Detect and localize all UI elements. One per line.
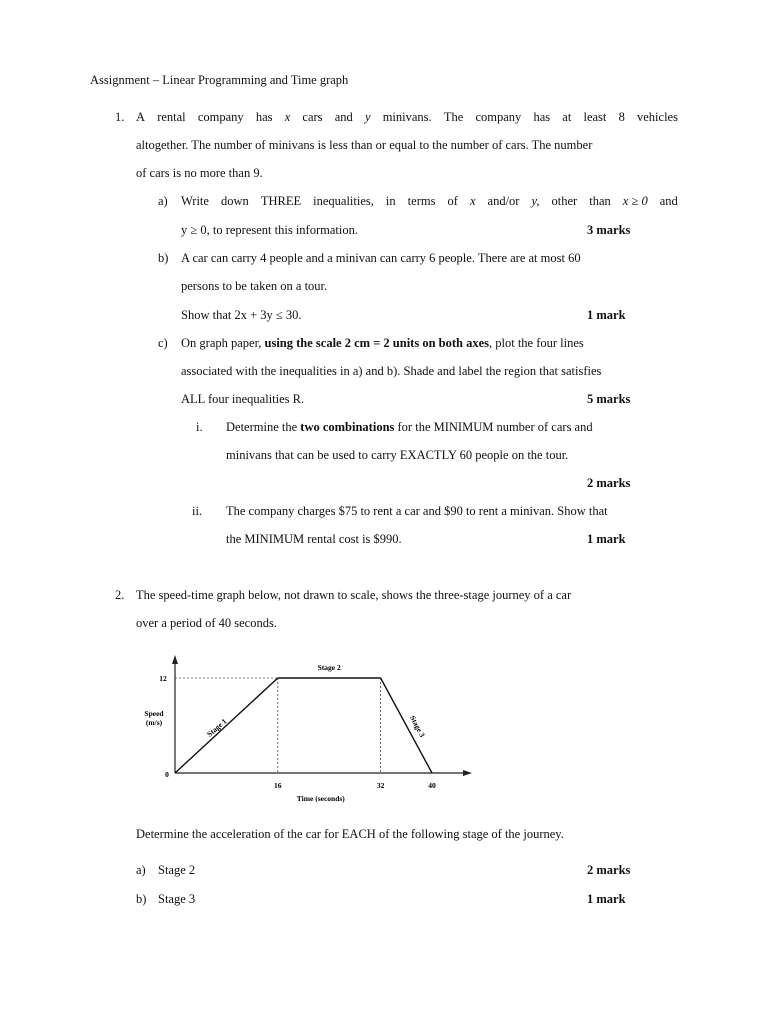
q1-line-1-word: 8: [618, 110, 625, 124]
q1-line-1-word: minivans.: [382, 110, 432, 124]
q1b-line-2: persons to be taken on a tour.: [181, 279, 328, 293]
q1c-line-3: ALL four inequalities R.: [181, 392, 305, 406]
x-tick-label: 32: [376, 781, 385, 790]
q2-line-1: The speed-time graph below, not drawn to scale, shows the three-stage journey of a car: [136, 588, 572, 602]
y-tick-label: 12: [159, 674, 167, 683]
q1-number: 1.: [115, 110, 125, 124]
data-segment: [381, 678, 432, 773]
q1a-line-1-word: x: [469, 194, 476, 208]
stage-label: Stage 2: [317, 663, 341, 672]
q1-line-1-word: has: [533, 110, 551, 124]
q1a-line-1-word: inequalities,: [313, 194, 374, 208]
data-segment: [175, 678, 278, 773]
q1-line-2: altogether. The number of minivans is less than or equal to the number of cars. The number: [136, 138, 593, 152]
q1-line-1-word: company: [197, 110, 244, 124]
q1a-line-1-word: Write: [181, 194, 209, 208]
q2-number: 2.: [115, 588, 125, 602]
q1-line-3: of cars is no more than 9.: [136, 166, 263, 180]
q1ci-marks: 2 marks: [587, 476, 631, 490]
q1cii-line-1: The company charges $75 to rent a car and $90 to rent a minivan. Show that: [226, 504, 608, 518]
q1a-label: a): [158, 194, 168, 208]
q1a-line-1-word: terms: [407, 194, 436, 208]
q2b-label: b): [136, 892, 147, 906]
y-axis-unit: (m/s): [145, 718, 163, 727]
q1-line-1-word: company: [475, 110, 522, 124]
q1-line-1-word: vehicles: [637, 110, 678, 124]
q1b-label: b): [158, 251, 169, 265]
q1a-line-1-word: y,: [531, 194, 540, 208]
x-tick-label: 40: [428, 781, 436, 790]
q1ci-line-1-pre: Determine the: [226, 420, 298, 434]
q2-line-2: over a period of 40 seconds.: [136, 616, 277, 630]
q1a-line-1-word: other: [551, 194, 578, 208]
q1c-label: c): [158, 336, 168, 350]
q1-line-1-word: cars: [302, 110, 323, 124]
q1a-line-1-word: than: [589, 194, 611, 208]
stage-label: Stage 3: [408, 714, 427, 739]
q1ci-label: i.: [196, 420, 203, 434]
q1ci-line-1-bold: two combinations: [300, 420, 395, 434]
q1a-line-1-word: and: [659, 194, 678, 208]
q1-line-1-word: rental: [157, 110, 186, 124]
q1a-line-2-text: y ≥ 0, to represent this information.: [181, 223, 358, 237]
q1a-line-1-word: down: [221, 194, 249, 208]
q1-line-1-word: A: [136, 110, 146, 124]
q1-line-1-word: and: [334, 110, 353, 124]
q2-question: Determine the acceleration of the car for EACH of the following stage of the journey.: [136, 827, 564, 841]
q1a-line-1-word: x ≥ 0: [622, 194, 648, 208]
y-axis-label: Speed: [144, 709, 164, 718]
q1cii-line-2: the MINIMUM rental cost is $990.: [226, 532, 402, 546]
q1c-line-1-post: , plot the four lines: [489, 336, 584, 350]
q1ci-line-1-post: for the MINIMUM number of cars and: [397, 420, 593, 434]
q2a-label: a): [136, 863, 146, 877]
q2a-text: Stage 2: [158, 863, 196, 877]
q1a-line-1-word: THREE: [260, 194, 302, 208]
q1c-line-2: associated with the inequalities in a) and b). Shade and label the region that satisfies: [181, 364, 602, 378]
y-axis-arrow: [172, 655, 178, 664]
q2a-marks: 2 marks: [587, 863, 631, 877]
q1-line-1-word: y: [364, 110, 371, 124]
x-axis-arrow: [463, 770, 472, 776]
q1a-line-1-word: and/or: [487, 194, 520, 208]
q1a-line-1-word: of: [447, 194, 458, 208]
q1-line-1-word: x: [284, 110, 291, 124]
q1-line-1-word: at: [562, 110, 572, 124]
q1b-marks: 1 mark: [587, 308, 626, 322]
q1a-line-1-word: in: [385, 194, 396, 208]
x-axis-label: Time (seconds): [296, 794, 345, 803]
q1-line-1-word: The: [443, 110, 464, 124]
q2b-marks: 1 mark: [587, 892, 626, 906]
x-tick-label: 16: [274, 781, 282, 790]
q1b-line-1: A car can carry 4 people and a minivan can carry 6 people. There are at most 60: [181, 251, 581, 265]
q1ci-line-2: minivans that can be used to carry EXACTLY 60 people on the tour.: [226, 448, 569, 462]
q1c-line-1-bold: using the scale 2 cm = 2 units on both axes: [264, 336, 490, 350]
origin-label: 0: [165, 770, 169, 779]
q1cii-marks: 1 mark: [587, 532, 626, 546]
q1c-marks: 5 marks: [587, 392, 631, 406]
q1-line-1-word: has: [255, 110, 273, 124]
page-title: Assignment – Linear Programming and Time graph: [90, 73, 349, 87]
q1cii-label: ii.: [192, 504, 203, 518]
q1c-line-1-pre: On graph paper,: [181, 336, 262, 350]
q1-line-1-word: least: [583, 110, 607, 124]
q2b-text: Stage 3: [158, 892, 196, 906]
q1b-line-3: Show that 2x + 3y ≤ 30.: [181, 308, 302, 322]
stage-label: Stage 1: [205, 716, 229, 739]
q1a-marks: 3 marks: [587, 223, 631, 237]
